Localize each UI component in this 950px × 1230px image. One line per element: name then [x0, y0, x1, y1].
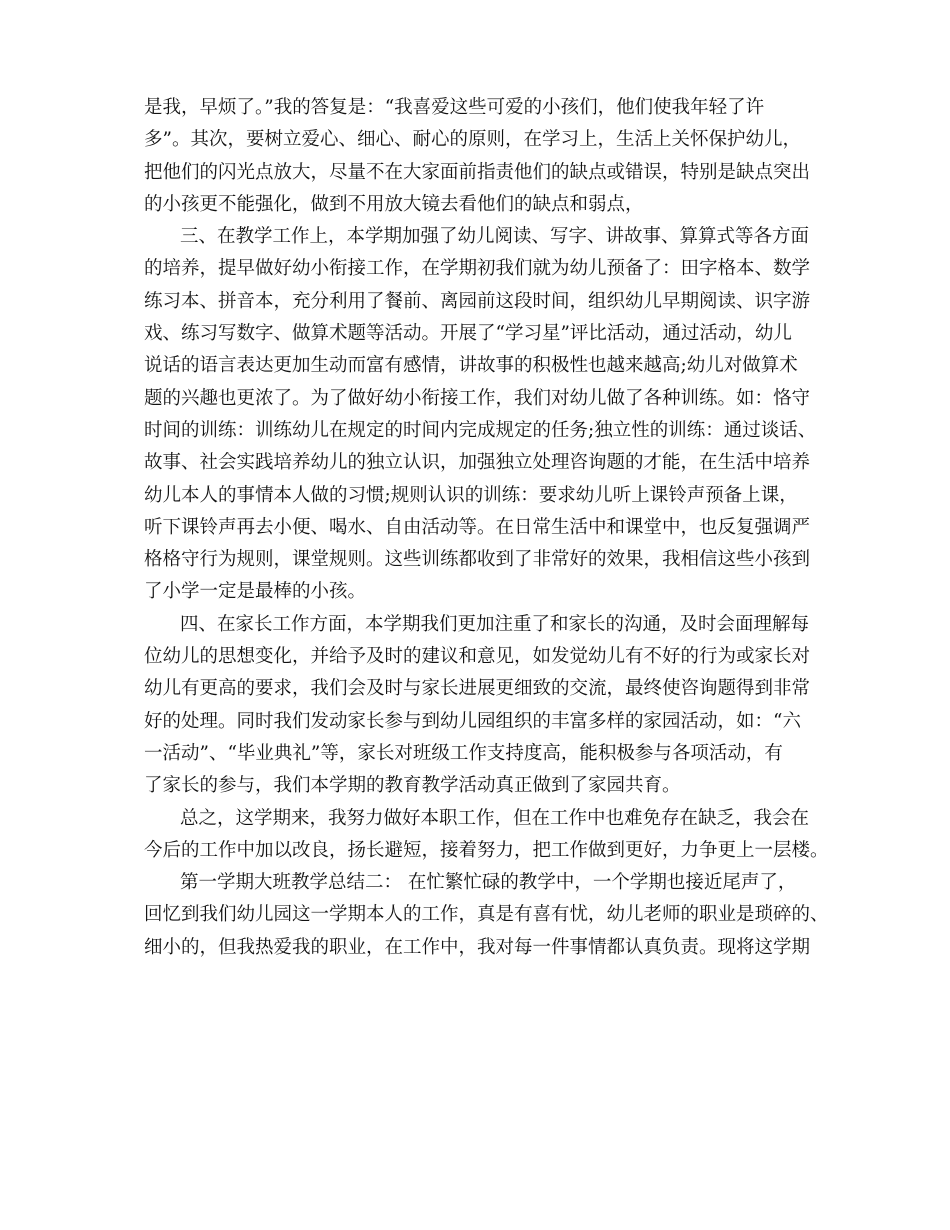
text-line: 的小孩更不能强化，做到不用放大镜去看他们的缺点和弱点，	[144, 193, 644, 215]
text-line: 把他们的闪光点放大，尽量不在大家面前指责他们的缺点或错误，特别是缺点突出	[144, 161, 811, 183]
text-line: 细小的，但我热爱我的职业，在工作中，我对每一件事情都认真负责。现将这学期	[144, 936, 811, 958]
text-line: 一活动”、“毕业典礼”等，家长对班级工作支持度高，能积极参与各项活动，有	[144, 742, 783, 764]
text-line: 了小学一定是最棒的小孩。	[144, 581, 367, 603]
text-line: 是我，早烦了。”我的答复是：“我喜爱这些可爱的小孩们，他们使我年轻了许	[144, 97, 765, 118]
paragraph-start-line: 三、在教学工作上，本学期加强了幼儿阅读、写字、讲故事、算算式等各方面	[180, 226, 810, 248]
text-line: 多”。其次，要树立爱心、细心、耐心的原则，在学习上，生活上关怀保护幼儿，	[144, 129, 801, 151]
text-line: 练习本、拼音本，充分利用了餐前、离园前这段时间，组织幼儿早期阅读、识字游	[144, 290, 811, 312]
text-line: 戏、练习写数字、做算术题等活动。开展了“学习星”评比活动，通过活动，幼儿	[144, 323, 792, 345]
text-line: 题的兴趣也更浓了。为了做好幼小衔接工作，我们对幼儿做了各种训练。如：恪守	[144, 387, 811, 409]
text-line: 格格守行为规则，课堂规则。这些训练都收到了非常好的效果，我相信这些小孩到	[144, 549, 811, 571]
text-line: 听下课铃声再去小便、喝水、自由活动等。在日常生活中和课堂中，也反复强调严	[144, 516, 811, 538]
text-line: 故事、社会实践培养幼儿的独立认识，加强独立处理咨询题的才能，在生活中培养	[144, 452, 811, 474]
paragraph-start-line: 总之，这学期来，我努力做好本职工作，但在工作中也难免存在缺乏，我会在	[180, 807, 810, 829]
paragraph-start-line: 第一学期大班教学总结二： 在忙繁忙碌的教学中，一个学期也接近尾声了，	[180, 872, 797, 894]
text-line: 的培养，提早做好幼小衔接工作，在学期初我们就为幼儿预备了：田字格本、数学	[144, 258, 811, 280]
text-line: 回忆到我们幼儿园这一学期本人的工作，真是有喜有忧，幼儿老师的职业是琐碎的、	[144, 904, 829, 926]
text-line: 位幼儿的思想变化，并给予及时的建议和意见，如发觉幼儿有不好的行为或家长对	[144, 646, 811, 668]
body-text	[144, 92, 834, 964]
text-line: 说话的语言表达更加生动而富有感情，讲故事的积极性也越来越高;幼儿对做算术	[144, 355, 798, 377]
paragraph-start-line: 四、在家长工作方面，本学期我们更加注重了和家长的沟通，及时会面理解每	[180, 613, 810, 635]
text-line: 了家长的参与，我们本学期的教育教学活动真正做到了家园共育。	[144, 775, 681, 797]
text-line: 幼儿本人的事情本人做的习惯;规则认识的训练：要求幼儿听上课铃声预备上课，	[144, 484, 798, 506]
text-line: 幼儿有更高的要求，我们会及时与家长进展更细致的交流，最终使咨询题得到非常	[144, 678, 811, 700]
text-line: 好的处理。同时我们发动家长参与到幼儿园组织的丰富多样的家园活动，如：“六	[144, 710, 801, 732]
text-line: 今后的工作中加以改良，扬长避短，接着努力，把工作做到更好，力争更上一层楼。	[144, 839, 829, 861]
text-line: 时间的训练：训练幼儿在规定的时间内完成规定的任务;独立性的训练：通过谈话、	[144, 419, 817, 441]
